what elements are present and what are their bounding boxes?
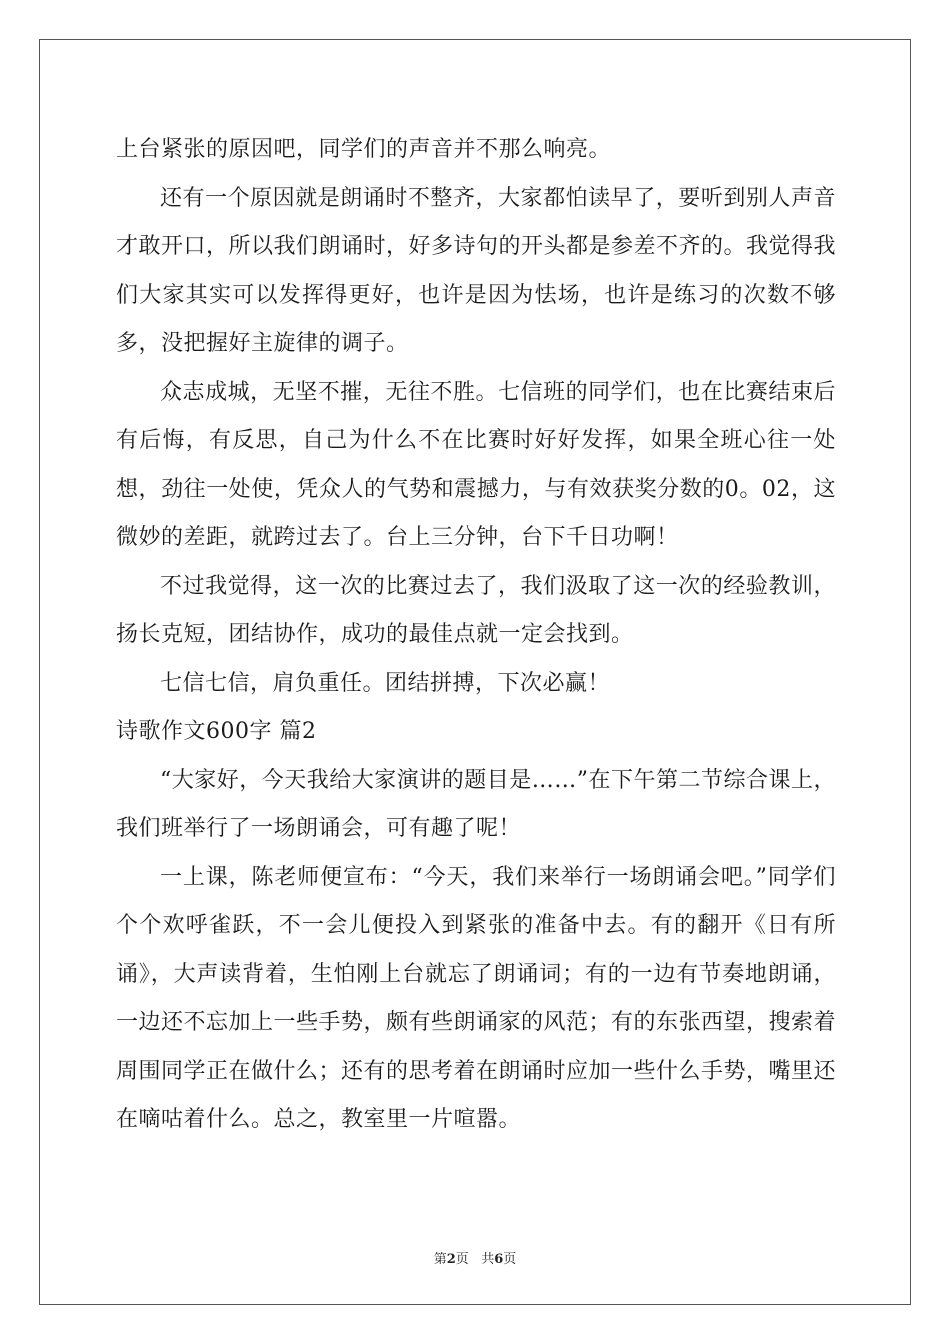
paragraph-2: 还有一个原因就是朗诵时不整齐，大家都怕读早了，要听到别人声音才敢开口，所以我们朗诵时，好多诗句的开头都是参差不齐的。我觉得我们大家其实可以发挥得更好，也许是因为怯场，也许是练习的次数不够多，没把握好主旋律的调子。 [116,185,837,356]
footer-page-suffix: 页 [455,1252,469,1267]
paragraph-6: “大家好，今天我给大家演讲的题目是……”在下午第二节综合课上，我们班举行了一场朗诵会，可有趣了呢！ [116,767,836,841]
footer-prefix: 第 [433,1252,447,1267]
footer-total-prefix: 共 [481,1252,495,1267]
footer-page-number: 2 [446,1252,456,1267]
paragraph-7: 一上课，陈老师便宣布：“今天，我们来举行一场朗诵会吧。”同学们个个欢呼雀跃，不一会儿便投入到紧张的准备中去。有的翻开《日有所诵》，大声读背着，生怕刚上台就忘了朗诵词；有的一边有节奏地朗诵，一边还不忘加上一些手势，颇有些朗诵家的风范；有的东张西望，搜索着周围同学正在做什么；还有的思考着在朗诵时应加一些什么手势，嘴里还在嘀咕着什么。总之，教室里一片喧嚣。 [116,864,837,1132]
page-footer [0,1248,950,1267]
footer-total-pages: 6 [494,1252,504,1267]
section-heading: 诗歌作文600字 篇2 [116,719,317,744]
paragraph-3: 众志成城，无坚不摧，无往不胜。七信班的同学们，也在比赛结束后有后悔，有反思，自己为什么不在比赛时好好发挥，如果全班心往一处想，劲往一处使，凭众人的气势和震撼力，与有效获奖分数的0。02，这微妙的差距，就跨过去了。台上三分钟，台下千日功啊！ [116,379,836,550]
document-body [116,126,836,1145]
paragraph-4: 不过我觉得，这一次的比赛过去了，我们汲取了这一次的经验教训，扬长克短，团结协作，成功的最佳点就一定会找到。 [116,573,836,647]
paragraph-1: 上台紧张的原因吧，同学们的声音并不那么响亮。 [116,137,612,162]
paragraph-5: 七信七信，肩负重任。团结拼搏，下次必赢！ [160,670,611,696]
footer-total-suffix: 页 [503,1252,517,1267]
